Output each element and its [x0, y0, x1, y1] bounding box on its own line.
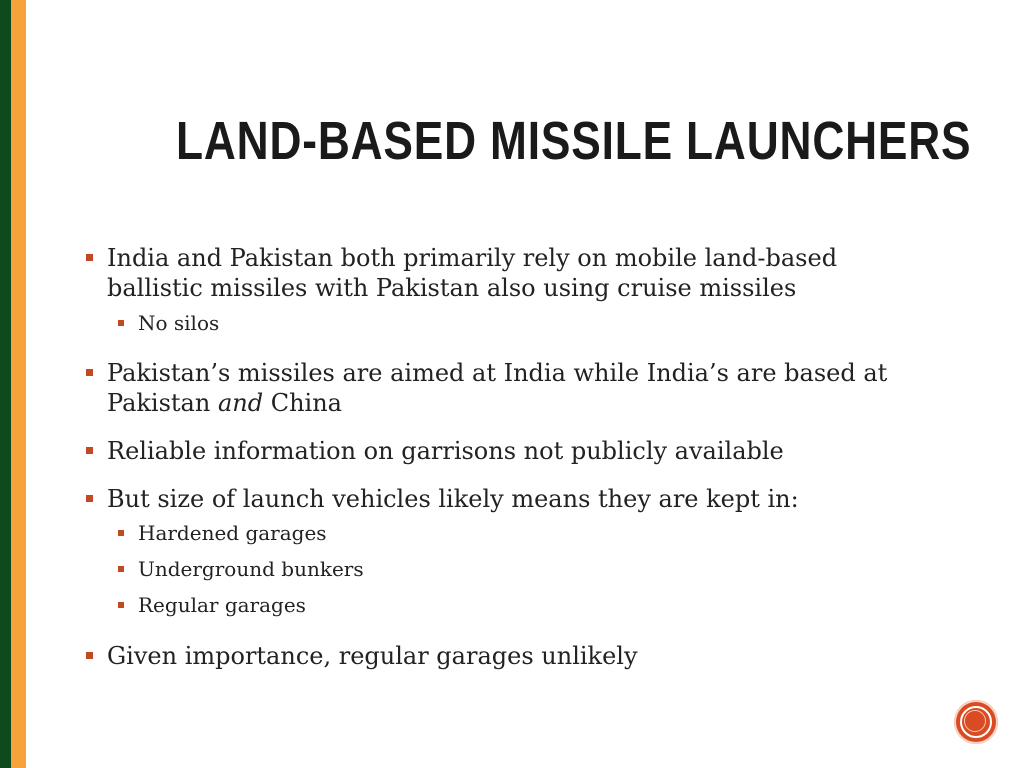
circle-nav-icon[interactable] — [954, 700, 998, 744]
bullet-marker — [86, 652, 93, 659]
bullet-text-part: Pakistan — [107, 389, 218, 417]
sub-bullet-marker — [118, 320, 124, 326]
left-accent-stripe-dark — [0, 0, 11, 768]
bullet-text-emphasis: and — [217, 389, 264, 417]
bullet-text — [107, 388, 342, 418]
bullet-marker — [86, 447, 93, 454]
bullet-text: Pakistan’s missiles are aimed at India while India’s are based at — [107, 359, 888, 387]
sub-bullet-marker — [118, 602, 124, 608]
sub-bullet-text: Underground bunkers — [138, 557, 364, 581]
bullet-marker — [86, 369, 93, 376]
bullet-text: Reliable information on garrisons not publicly available — [107, 437, 784, 465]
sub-bullet-text: Hardened garages — [138, 521, 327, 545]
sub-bullet-marker — [118, 566, 124, 572]
sub-bullet-text: Regular garages — [138, 593, 306, 617]
bullet-text: But size of launch vehicles likely means they are kept in: — [107, 485, 799, 513]
bullet-text: India and Pakistan both primarily rely on mobile land-based — [107, 244, 838, 272]
bullet-marker — [86, 495, 93, 502]
sub-bullet-marker — [118, 530, 124, 536]
bullet-marker — [86, 254, 93, 261]
bullet-text: ballistic missiles with Pakistan also using cruise missiles — [107, 274, 797, 302]
bullet-text-part: China — [263, 389, 342, 417]
bullet-text: Given importance, regular garages unlikely — [107, 642, 638, 670]
circle-nav-icon-inner-ring — [964, 710, 986, 732]
slide-title: LAND-BASED MISSILE LAUNCHERS — [176, 111, 972, 171]
left-accent-stripe-light — [11, 0, 26, 768]
sub-bullet-text: No silos — [138, 311, 220, 335]
